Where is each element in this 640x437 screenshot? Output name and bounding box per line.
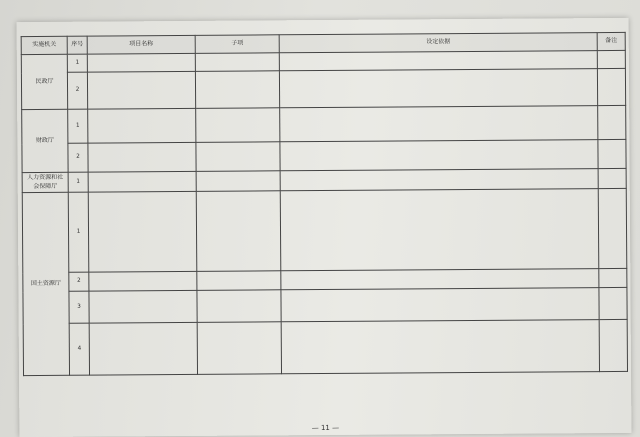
basis-text	[281, 269, 599, 290]
row-number: 3	[69, 291, 89, 323]
basis-text	[279, 51, 597, 71]
note-cell	[598, 139, 626, 168]
sub-item	[196, 108, 280, 143]
note-cell	[599, 319, 627, 371]
table-row	[22, 188, 627, 272]
row-number: 2	[68, 143, 88, 172]
basis-text	[280, 106, 598, 142]
sub-item	[196, 142, 280, 172]
header-org: 实施机关	[21, 36, 67, 54]
table-row	[21, 68, 625, 109]
row-number: 1	[68, 192, 89, 272]
item-name	[87, 53, 195, 72]
org-cell: 财政厅	[22, 109, 68, 172]
note-cell	[599, 268, 627, 287]
table-row	[23, 287, 627, 323]
basis-text	[281, 288, 599, 322]
header-note: 备注	[597, 32, 625, 50]
basis-text	[279, 69, 597, 108]
row-number: 2	[69, 272, 89, 291]
sub-item	[195, 71, 279, 109]
item-name	[89, 271, 197, 291]
basis-text	[280, 140, 598, 171]
table-row	[22, 105, 626, 143]
table-row	[23, 319, 627, 375]
note-cell	[598, 188, 627, 268]
note-cell	[597, 50, 625, 68]
sub-item	[197, 322, 281, 375]
item-name	[88, 171, 196, 192]
basis-text	[280, 189, 599, 271]
table-row	[22, 139, 626, 172]
header-item: 项目名称	[87, 35, 195, 54]
sub-item	[197, 271, 281, 291]
row-number: 4	[69, 323, 89, 375]
approval-items-table	[21, 32, 628, 376]
note-cell	[598, 105, 626, 139]
item-name	[88, 108, 196, 143]
document-page	[17, 18, 632, 437]
sub-item	[195, 53, 279, 72]
row-number: 1	[68, 109, 88, 143]
row-number: 2	[67, 72, 87, 109]
header-no: 序号	[67, 36, 87, 54]
org-cell: 民政厅	[21, 54, 67, 109]
item-name	[88, 142, 196, 172]
item-name	[89, 290, 197, 323]
item-name	[89, 322, 197, 375]
sub-item	[196, 171, 280, 192]
org-cell: 国土资源厅	[22, 192, 69, 375]
org-cell: 人力资源和社会保障厅	[22, 172, 68, 192]
sub-item	[197, 290, 281, 323]
note-cell	[598, 168, 626, 188]
note-cell	[597, 68, 625, 105]
item-name	[87, 71, 195, 109]
sub-item	[196, 191, 281, 272]
basis-text	[280, 169, 598, 191]
row-number: 1	[67, 54, 87, 72]
header-sub: 子项	[195, 35, 279, 54]
note-cell	[599, 287, 627, 319]
header-basis: 设定依据	[279, 33, 597, 53]
item-name	[88, 191, 197, 272]
row-number: 1	[68, 172, 88, 192]
basis-text	[281, 320, 599, 374]
page-number: — 11 —	[311, 423, 340, 433]
